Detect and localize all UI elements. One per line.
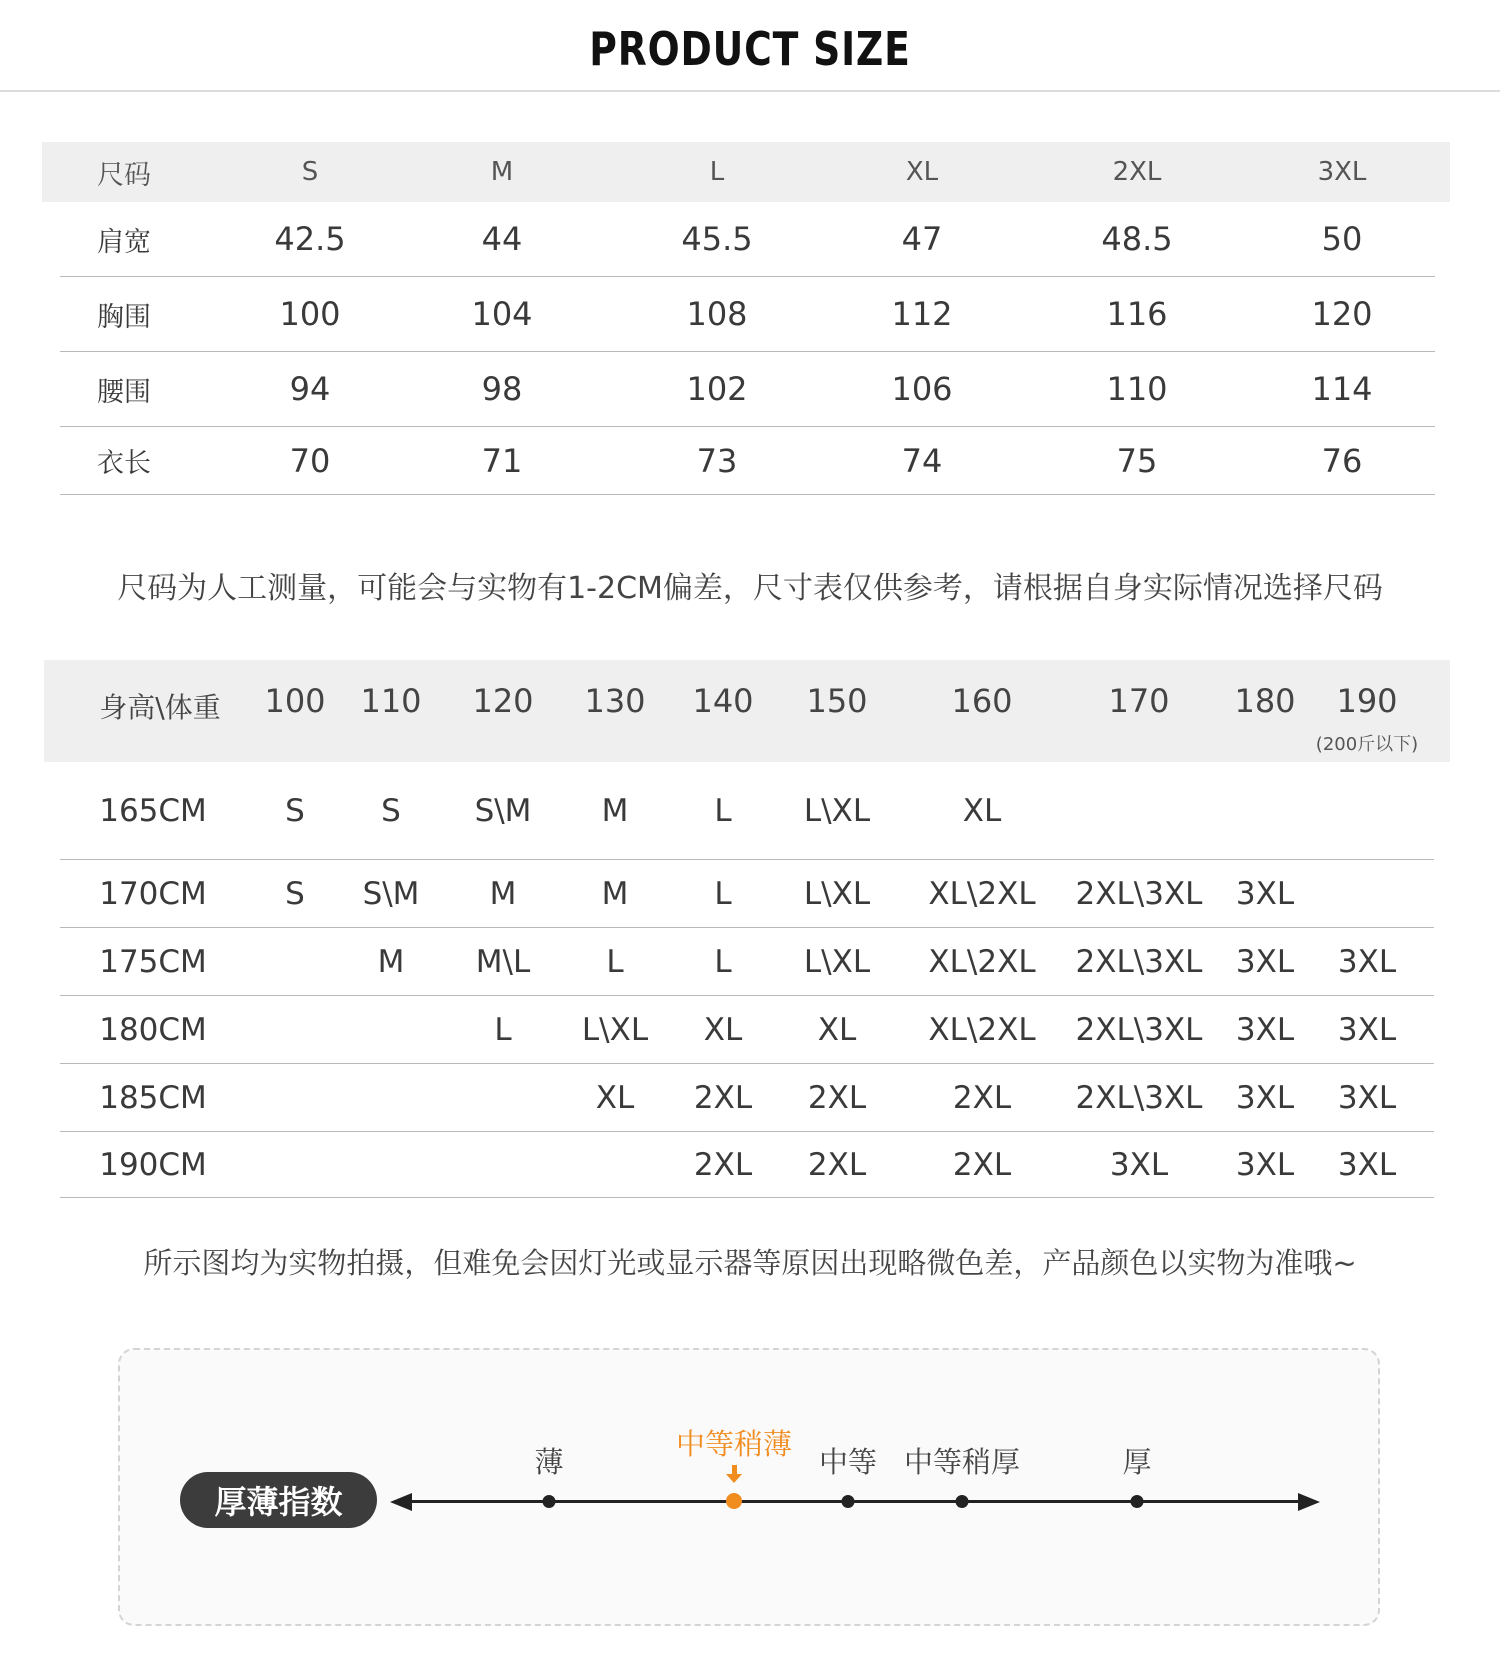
size-value: 114	[1311, 370, 1373, 408]
header-size: XL	[905, 157, 939, 187]
size-recommendation: 2XL	[807, 1146, 867, 1183]
size-value: 94	[289, 370, 331, 408]
size-value: 42.5	[274, 220, 346, 258]
size-value: 71	[481, 441, 523, 480]
size-recommendation: XL\2XL	[928, 1011, 1036, 1048]
size-recommendation: L\XL	[803, 875, 871, 912]
size-value: 100	[279, 295, 341, 333]
page-title: PRODUCT SIZE	[589, 22, 911, 76]
color-note: 所示图均为实物拍摄，但难免会因灯光或显示器等原因出现略微色差，产品颜色以实物为准哦~	[143, 1246, 1357, 1280]
size-recommendation: XL\2XL	[928, 943, 1036, 980]
size-recommendation: 3XL	[1235, 1011, 1295, 1048]
size-value: 112	[891, 295, 953, 333]
size-value: 47	[901, 220, 943, 258]
weight-header: 190	[1336, 682, 1398, 720]
size-recommendation: M	[377, 943, 405, 980]
size-row	[60, 352, 1435, 427]
header-size: 3XL	[1317, 157, 1367, 187]
size-recommendation: L	[714, 792, 732, 829]
size-recommendation: 2XL\3XL	[1075, 1079, 1203, 1116]
size-recommendation: L	[714, 875, 732, 912]
header-label: 尺码	[97, 159, 151, 191]
weight-header: 140	[692, 682, 754, 720]
thickness-level-dot	[726, 1493, 742, 1509]
height-label: 190CM	[99, 1146, 207, 1183]
measurement-note: 尺码为人工测量，可能会与实物有1-2CM偏差，尺寸表仅供参考，请根据自身实际情况选择尺码	[117, 571, 1383, 606]
size-value: 75	[1116, 441, 1158, 480]
size-value: 102	[686, 370, 748, 408]
size-recommendation: 2XL\3XL	[1075, 943, 1203, 980]
height-label: 165CM	[99, 792, 207, 829]
thickness-level-label: 薄	[534, 1445, 564, 1479]
header-size: S	[301, 157, 319, 187]
weight-header: 150	[806, 682, 868, 720]
size-value: 76	[1321, 441, 1363, 480]
height-weight-table	[44, 660, 1450, 1198]
size-recommendation: 3XL	[1109, 1146, 1169, 1183]
thickness-level-dot	[956, 1495, 969, 1508]
thickness-level-dot	[842, 1495, 855, 1508]
height-label: 175CM	[99, 943, 207, 980]
size-recommendation: 2XL	[693, 1146, 753, 1183]
weight-header: 180	[1234, 682, 1296, 720]
size-recommendation: 2XL\3XL	[1075, 875, 1203, 912]
weight-header: 120	[472, 682, 534, 720]
height-label: 180CM	[99, 1011, 207, 1048]
size-recommendation: 3XL	[1235, 1079, 1295, 1116]
weight-header: 100	[264, 682, 326, 720]
size-recommendation: XL\2XL	[928, 875, 1036, 912]
height-label: 170CM	[99, 875, 207, 912]
weight-header: 110	[360, 682, 422, 720]
size-recommendation: 3XL	[1235, 1146, 1295, 1183]
thickness-level-label: 中等	[818, 1445, 878, 1479]
size-row	[60, 277, 1435, 352]
size-value: 116	[1106, 295, 1168, 333]
size-recommendation: 3XL	[1337, 1146, 1397, 1183]
thickness-level-label: 厚	[1122, 1445, 1152, 1479]
size-value: 70	[289, 441, 331, 480]
weight-header: 170	[1108, 682, 1170, 720]
size-recommendation: 2XL\3XL	[1075, 1011, 1203, 1048]
size-recommendation: 2XL	[693, 1079, 753, 1116]
size-recommendation: L\XL	[803, 943, 871, 980]
size-recommendation: 2XL	[807, 1079, 867, 1116]
size-recommendation: 3XL	[1337, 1011, 1397, 1048]
thickness-level-dot	[543, 1495, 556, 1508]
row-label: 腰围	[97, 376, 151, 408]
size-recommendation: XL	[817, 1011, 857, 1048]
size-recommendation: M	[601, 792, 629, 829]
size-value: 45.5	[681, 220, 753, 258]
size-value: 98	[481, 370, 523, 408]
size-recommendation: XL	[962, 792, 1002, 829]
size-recommendation: L	[606, 943, 624, 980]
weight-header: 130	[584, 682, 646, 720]
size-row	[60, 202, 1435, 277]
size-value: 104	[471, 295, 533, 333]
size-recommendation: L	[494, 1011, 512, 1048]
size-chart-row	[60, 762, 1434, 860]
size-value: 44	[481, 220, 523, 258]
arrow-head	[726, 1474, 742, 1483]
row-label: 衣长	[97, 448, 151, 479]
size-chart-row	[60, 928, 1434, 996]
size-row	[60, 427, 1435, 495]
size-recommendation: 3XL	[1235, 875, 1295, 912]
weight-header: 160	[951, 682, 1013, 720]
size-recommendation: 3XL	[1235, 943, 1295, 980]
row-label: 胸围	[97, 301, 151, 333]
size-chart-row	[60, 860, 1434, 928]
size-chart-row	[60, 1064, 1434, 1132]
size-value: 48.5	[1101, 220, 1173, 258]
height-label: 185CM	[99, 1079, 207, 1116]
size-recommendation: 3XL	[1337, 943, 1397, 980]
size-value: 50	[1321, 220, 1363, 258]
header-size: L	[709, 157, 725, 187]
weight-note: (200斤以下)	[1315, 734, 1419, 755]
title-divider	[0, 90, 1500, 92]
thickness-badge: 厚薄指数	[180, 1472, 377, 1528]
thickness-level-label: 中等稍薄	[675, 1427, 793, 1461]
size-value: 120	[1311, 295, 1373, 333]
size-recommendation: 2XL	[952, 1079, 1012, 1116]
size-recommendation: L\XL	[803, 792, 871, 829]
size-chart-row	[60, 996, 1434, 1064]
size-recommendation: S\M	[362, 875, 420, 912]
size-table	[42, 142, 1450, 495]
size-chart-row	[60, 1132, 1434, 1198]
size-recommendation: S	[285, 875, 305, 912]
size-value: 73	[696, 441, 738, 480]
size-recommendation: M	[489, 875, 517, 912]
arrow-right-icon	[1298, 1493, 1320, 1511]
size-recommendation: M\L	[475, 943, 531, 980]
size-recommendation: XL	[703, 1011, 743, 1048]
size-table-header	[42, 142, 1450, 202]
size-recommendation: M	[601, 875, 629, 912]
size-recommendation: L\XL	[581, 1011, 649, 1048]
size-recommendation: XL	[595, 1079, 635, 1116]
size-recommendation: S	[381, 792, 401, 829]
row-label: 肩宽	[97, 226, 151, 258]
size-recommendation: S\M	[474, 792, 532, 829]
corner-label: 身高\体重	[99, 691, 221, 724]
header-size: M	[490, 157, 514, 187]
size-table-body	[42, 202, 1450, 495]
size-value: 106	[891, 370, 953, 408]
size-recommendation: L	[714, 943, 732, 980]
thickness-level-dot	[1131, 1495, 1144, 1508]
thickness-level-label: 中等稍厚	[903, 1445, 1021, 1479]
size-recommendation: S	[285, 792, 305, 829]
size-recommendation: 3XL	[1337, 1079, 1397, 1116]
size-value: 110	[1106, 370, 1168, 408]
size-value: 108	[686, 295, 748, 333]
height-weight-header	[44, 660, 1450, 762]
size-recommendation: 2XL	[952, 1146, 1012, 1183]
header-size: 2XL	[1112, 157, 1162, 187]
height-weight-body	[44, 762, 1450, 1198]
size-value: 74	[901, 441, 943, 480]
